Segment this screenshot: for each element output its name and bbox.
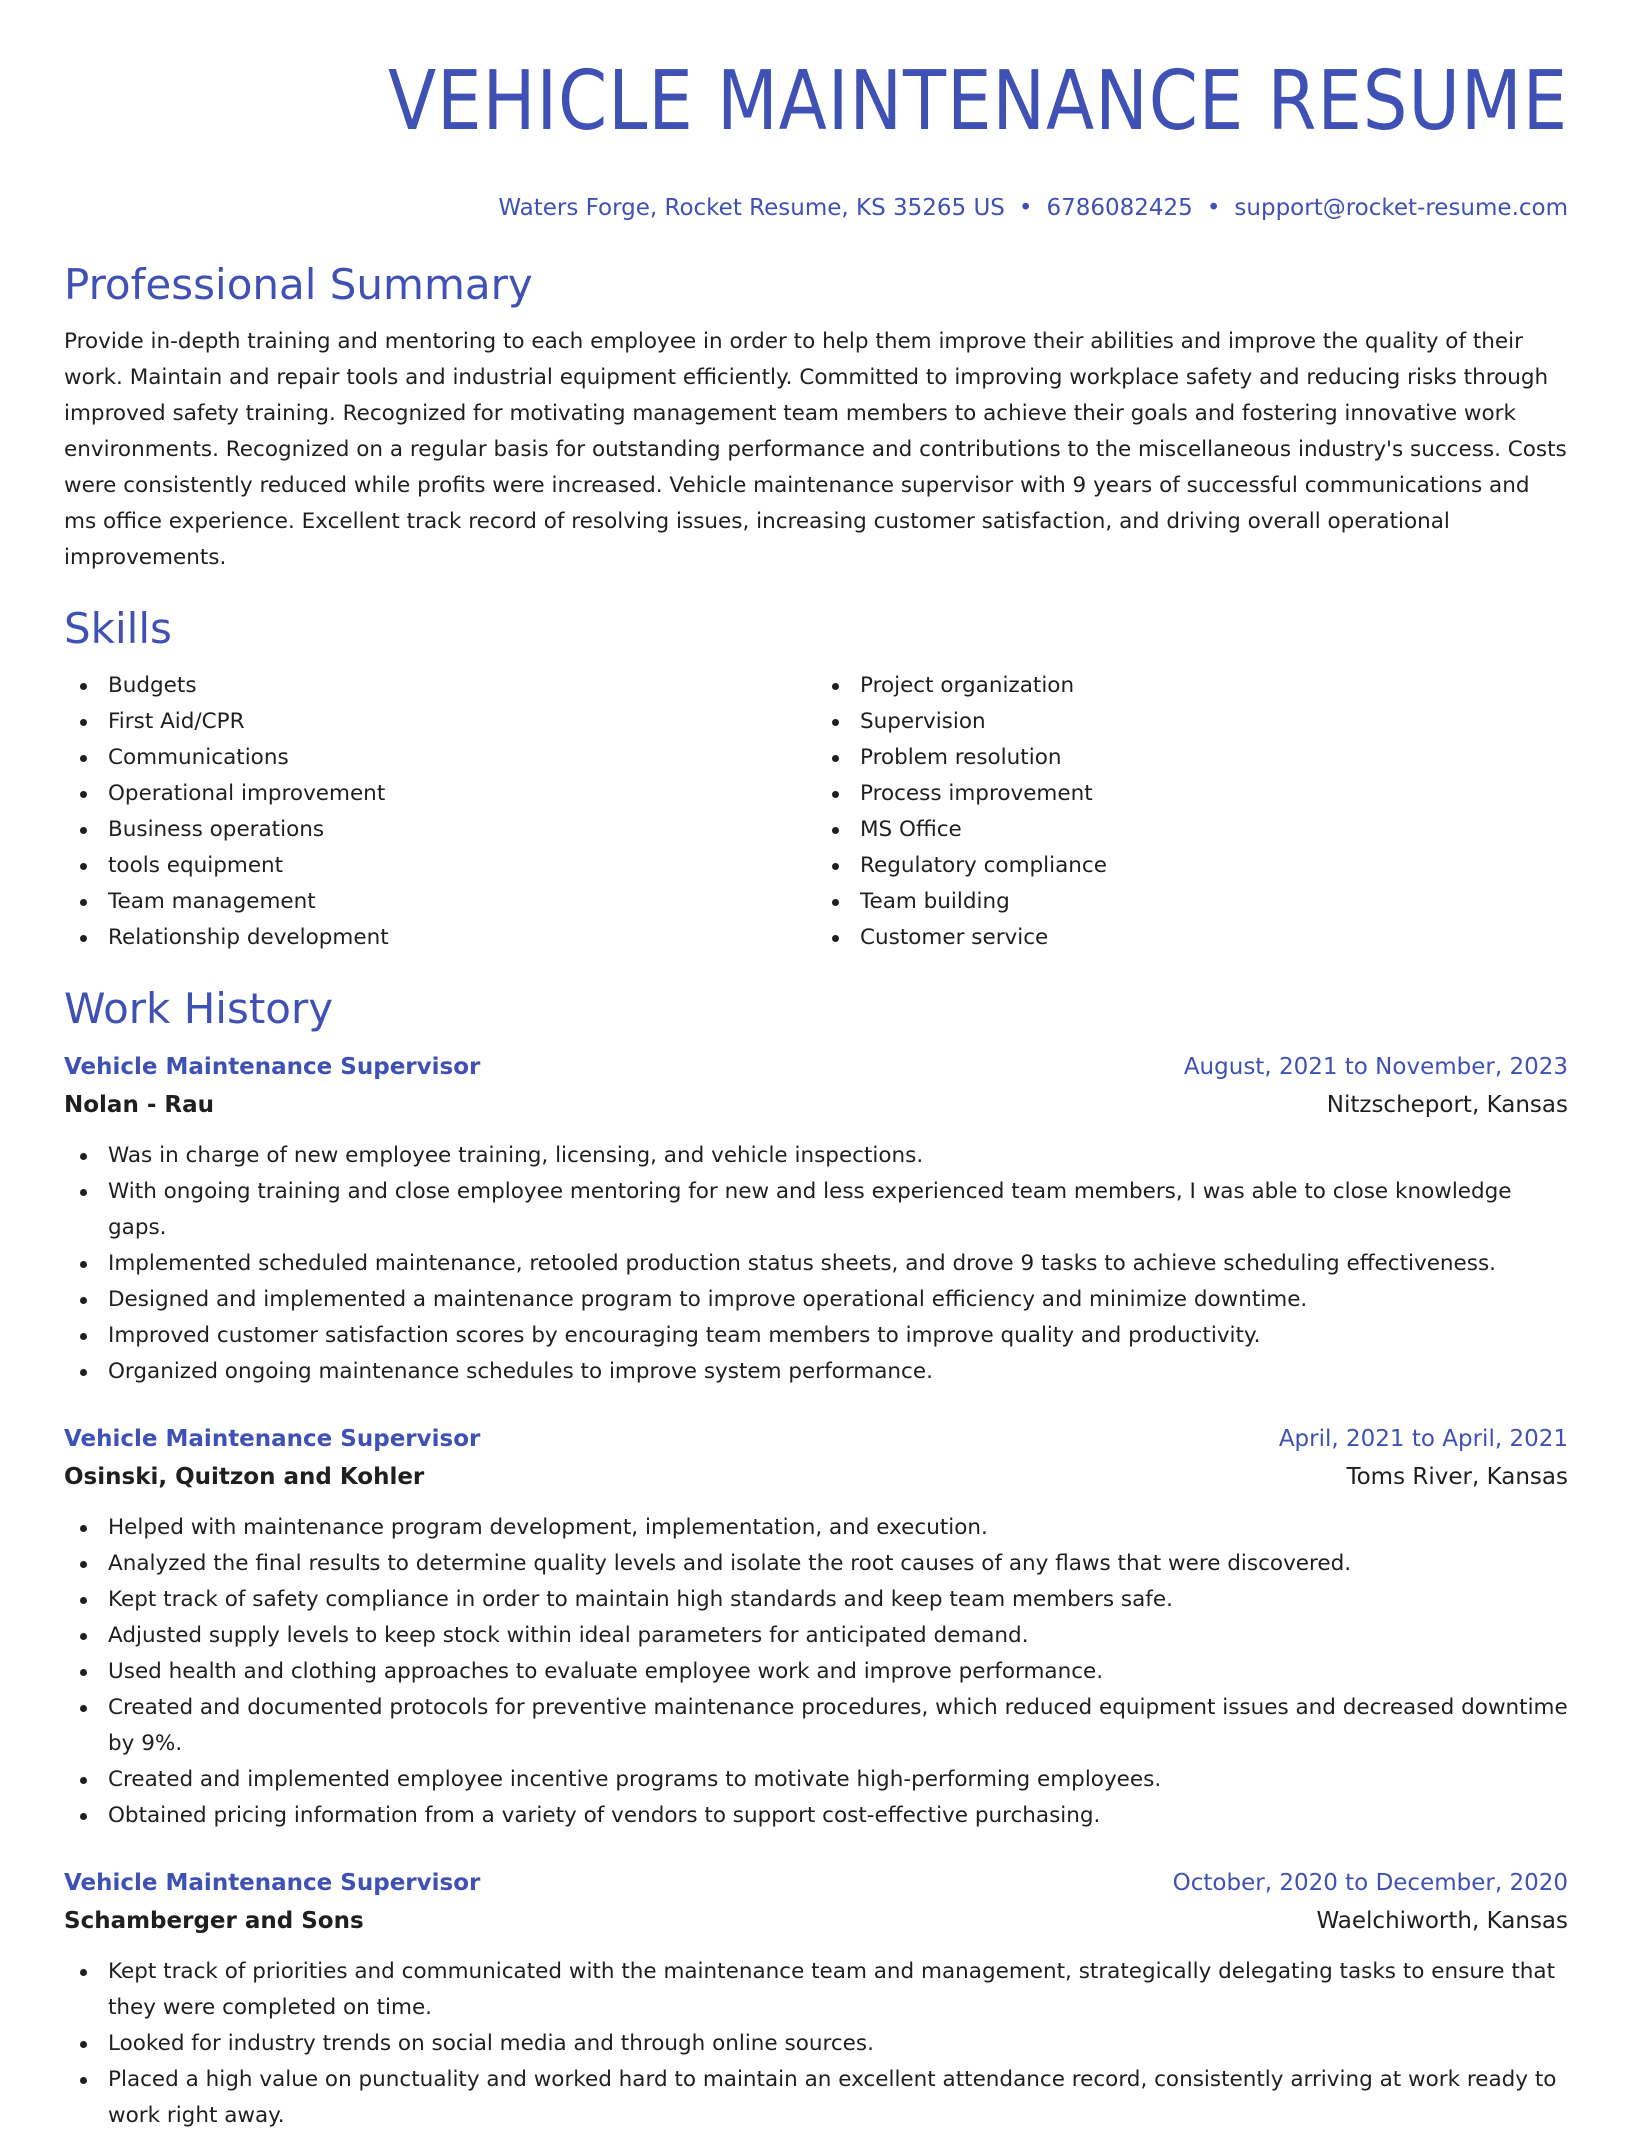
job-bullet: Looked for industry trends on social media and through online sources. <box>64 2026 1568 2062</box>
job-bullets <box>64 1138 1568 1390</box>
skill-item: Customer service <box>816 920 1568 956</box>
job-bullet: Created and documented protocols for preventive maintenance procedures, which reduced equipment issues and decreased downtime by 9%. <box>64 1690 1568 1762</box>
contact-separator: • <box>1206 195 1221 221</box>
skill-item: MS Office <box>816 812 1568 848</box>
job-subheader <box>64 1086 1568 1124</box>
skills-section <box>64 602 1568 956</box>
job-role: Vehicle Maintenance Supervisor <box>64 1426 481 1452</box>
job-header <box>64 1864 1568 1902</box>
job-bullets <box>64 1954 1568 2134</box>
contact-line <box>64 192 1568 224</box>
skill-item: Operational improvement <box>64 776 816 812</box>
skills-heading: Skills <box>64 604 172 653</box>
job-bullet: Adjusted supply levels to keep stock within ideal parameters for anticipated demand. <box>64 1618 1568 1654</box>
job-bullet: Implemented scheduled maintenance, retooled production status sheets, and drove 9 tasks to achieve scheduling effectiveness. <box>64 1246 1568 1282</box>
job-dates: April, 2021 to April, 2021 <box>1278 1426 1568 1452</box>
job-subheader <box>64 1902 1568 1940</box>
skills-right-list <box>816 668 1568 956</box>
skills-columns <box>64 668 1568 956</box>
job-bullet: Improved customer satisfaction scores by encouraging team members to improve quality and productivity. <box>64 1318 1568 1354</box>
contact-phone: 6786082425 <box>1046 195 1193 221</box>
job-location: Toms River, Kansas <box>1346 1464 1568 1490</box>
contact-email: support@rocket-resume.com <box>1234 195 1568 221</box>
work-history-heading: Work History <box>64 984 334 1033</box>
job-role: Vehicle Maintenance Supervisor <box>64 1870 481 1896</box>
job-entry <box>64 1864 1568 2134</box>
job-header <box>64 1048 1568 1086</box>
job-company: Nolan - Rau <box>64 1092 214 1118</box>
job-location: Nitzscheport, Kansas <box>1326 1092 1568 1118</box>
job-role: Vehicle Maintenance Supervisor <box>64 1054 481 1080</box>
summary-heading: Professional Summary <box>64 260 533 309</box>
job-header <box>64 1420 1568 1458</box>
skill-item: Business operations <box>64 812 816 848</box>
job-bullet: Used health and clothing approaches to evaluate employee work and improve performance. <box>64 1654 1568 1690</box>
skill-item: Team management <box>64 884 816 920</box>
job-subheader <box>64 1458 1568 1496</box>
job-bullet: Designed and implemented a maintenance program to improve operational efficiency and minimize downtime. <box>64 1282 1568 1318</box>
job-entry <box>64 1048 1568 1390</box>
contact-address: Waters Forge, Rocket Resume, KS 35265 US <box>498 195 1005 221</box>
job-bullet: With ongoing training and close employee mentoring for new and less experienced team members, I was able to close knowledge gaps. <box>64 1174 1568 1246</box>
skill-item: Supervision <box>816 704 1568 740</box>
skill-item: Project organization <box>816 668 1568 704</box>
job-dates: August, 2021 to November, 2023 <box>1183 1054 1568 1080</box>
job-bullet: Placed a high value on punctuality and worked hard to maintain an excellent attendance record, consistently arriving at work ready to work right away. <box>64 2062 1568 2134</box>
job-bullet: Kept track of safety compliance in order to maintain high standards and keep team members safe. <box>64 1582 1568 1618</box>
job-entry <box>64 1420 1568 1834</box>
job-bullet: Helped with maintenance program development, implementation, and execution. <box>64 1510 1568 1546</box>
resume-title: VEHICLE MAINTENANCE RESUME <box>387 54 1568 149</box>
job-bullet: Analyzed the final results to determine quality levels and isolate the root causes of any flaws that were discovered. <box>64 1546 1568 1582</box>
job-bullet: Obtained pricing information from a variety of vendors to support cost-effective purchasing. <box>64 1798 1568 1834</box>
skill-item: First Aid/CPR <box>64 704 816 740</box>
job-bullet: Kept track of priorities and communicated with the maintenance team and management, strategically delegating tasks to ensure that they were completed on time. <box>64 1954 1568 2026</box>
job-bullet: Organized ongoing maintenance schedules to improve system performance. <box>64 1354 1568 1390</box>
skill-item: Communications <box>64 740 816 776</box>
skill-item: Process improvement <box>816 776 1568 812</box>
summary-text: Provide in-depth training and mentoring to each employee in order to help them improve their abilities and improve the quality of their work. Maintain and repair tools and industrial equipment efficiently. Committed to improving workplace safety and reducing risks through improved safety training. Recognized for motivating management team members to achieve their goals and fostering innovative work environments. Recognized on a regular basis for outstanding performance and contributions to the miscellaneous industry's success. Costs were consistently reduced while profits were increased. Vehicle maintenance supervisor with 9 years of successful communications and ms office experience. Excellent track record of resolving issues, increasing customer satisfaction, and driving overall operational improvements. <box>64 329 1567 570</box>
job-bullet: Was in charge of new employee training, licensing, and vehicle inspections. <box>64 1138 1568 1174</box>
skill-item: Relationship development <box>64 920 816 956</box>
job-bullet: Created and implemented employee incentive programs to motivate high-performing employees. <box>64 1762 1568 1798</box>
summary-section <box>64 258 1568 576</box>
skill-item: Team building <box>816 884 1568 920</box>
skill-item: Budgets <box>64 668 816 704</box>
skill-item: tools equipment <box>64 848 816 884</box>
work-history-section <box>64 982 1568 2134</box>
job-dates: October, 2020 to December, 2020 <box>1172 1870 1568 1896</box>
job-bullets <box>64 1510 1568 1834</box>
contact-separator: • <box>1018 195 1033 221</box>
skills-left-list <box>64 668 816 956</box>
job-company: Osinski, Quitzon and Kohler <box>64 1464 425 1490</box>
skill-item: Regulatory compliance <box>816 848 1568 884</box>
job-location: Waelchiworth, Kansas <box>1316 1908 1568 1934</box>
job-company: Schamberger and Sons <box>64 1908 364 1934</box>
skill-item: Problem resolution <box>816 740 1568 776</box>
